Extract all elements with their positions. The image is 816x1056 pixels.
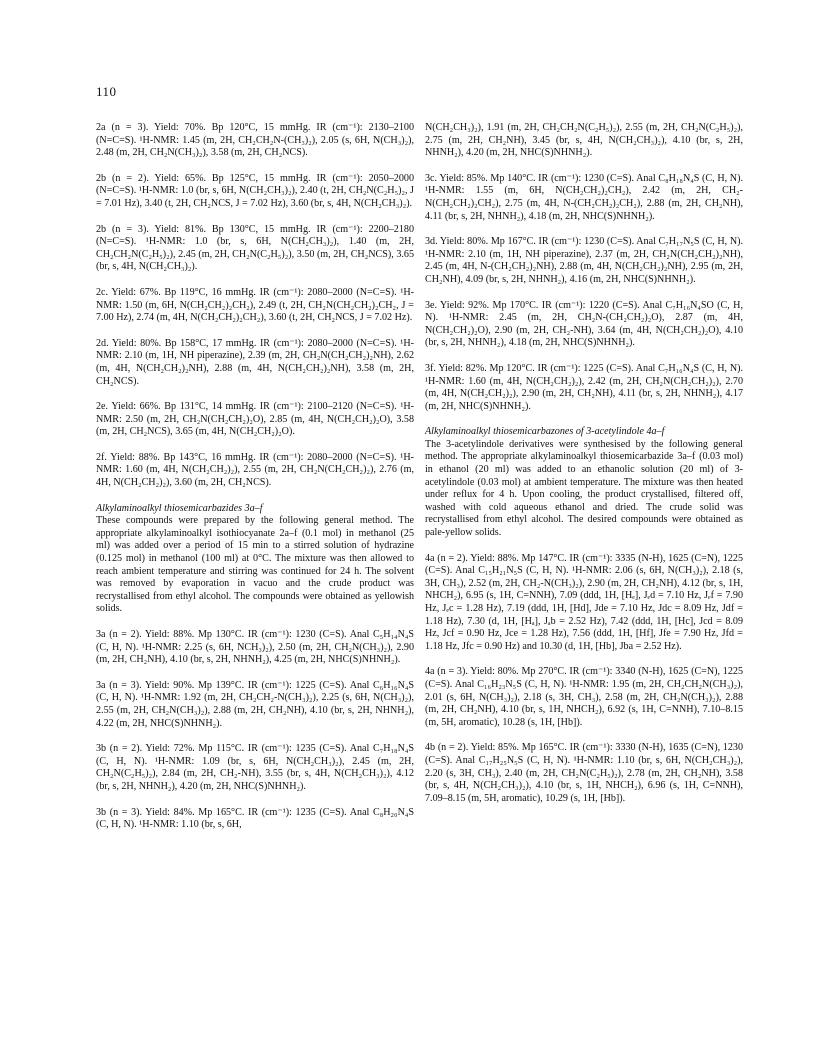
compound-entry: 3e. Yield: 92%. Mp 170°C. IR (cm⁻¹): 1220 (C=S). Anal C₇H₁₆N₄SO (C, H, N). ¹H-NMR: 2.45 (m, 2H, CH₂N-(CH₂CH₂)₂O), 2.87 (m, 4H, N(CH₂CH₂)₂O), 2.90 (m, 2H, CH₂-NH), 3.64 (m, 4H, N(CH₂CH₂)₂O), 4.10 (br, s, 2H, NHNH₂), 4.18 (m, 2H, NHC(S)NHNH₂). bbox=[425, 299, 743, 349]
page-number: 110 bbox=[96, 84, 117, 99]
compound-entry: 3f. Yield: 82%. Mp 120°C. IR (cm⁻¹): 1225 (C=S). Anal C₇H₁₆N₄S (C, H, N). ¹H-NMR: 1.60 (m, 4H, N(CH₂CH₂)₂), 2.42 (m, 2H, CH₂N(CH₂CH₂)₂), 2.70 (m, 4H, N(CH₂CH₂)₂), 2.90 (m, 2H, CH₂NH), 4.11 (br, s, 2H, NHNH₂), 4.17 (m, 2H, NHC(S)NHNH₂). bbox=[425, 362, 743, 412]
compound-entry: 3a (n = 2). Yield: 88%. Mp 130°C. IR (cm⁻¹): 1230 (C=S). Anal C₅H₁₄N₄S (C, H, N). ¹H-NMR: 2.25 (s, 6H, NCH₃)₂), 2.50 (m, 2H, CH₂N(CH₃)₂), 2.90 (m, 2H, CH₂NH), 4.10 (br, s, 2H, NHNH₂), 4.25 (m, 2H, NHC(S)NHNH₂). bbox=[96, 629, 414, 666]
body-paragraph: These compounds were prepared by the following general method. The appropriate alkylaminoalkyl isothiocyanate 2a–f (0.1 mol) in methanol (25 ml) was added over a period of 15 min to a stirred solution of hydrazine (0.125 mol) in methanol (100 ml) at 0°C. The mixture was then allowed to reach ambient temperature and stirring was continued for 24 h. The solvent was removed by evaporation in vacuo and the crude product was recrystallised from ethyl alcohol. The compounds were obtained as yellowish solids. bbox=[96, 515, 414, 615]
body-paragraph: The 3-acetylindole derivatives were synthesised by the following general method. The appropriate alkylaminoalkyl thiosemicarbazide 3a–f (0.03 mol) in ethanol (20 ml) was added to an ethanolic solution (20 ml) of 3-acetylindole (0.03 mol) at ambient temperature. The mixture was then heated under reflux for 4 h. Upon cooling, the product crystallised, filtered off, washed with cold aqueous ethanol and dried. The crude solid was recrystallised from ethyl alcohol. The desired compounds were obtained as pale-yellow solids. bbox=[425, 438, 743, 539]
section-heading: Alkylaminoalkyl thiosemicarbazides 3a–f bbox=[96, 502, 263, 514]
compound-entry: 3b (n = 3). Yield: 84%. Mp 165°C. IR (cm⁻¹): 1235 (C=S). Anal C₈H₂₀N₄S (C, H, N). ¹H-NMR: 1.10 (br, s, 6H, bbox=[96, 806, 414, 831]
compound-entry: 3b (n = 2). Yield: 72%. Mp 115°C. IR (cm⁻¹): 1235 (C=S). Anal C₇H₁₈N₄S (C, H, N). ¹H-NMR: 1.09 (br, s, 6H, N(CH₂CH₃)₂), 2.45 (m, 2H, CH₂N(C₂H₅)₂), 2.84 (m, 2H, CH₂-NH), 3.55 (br, s, 4H, N(CH₂CH₃)₂), 4.12 (br, s, 2H, NHNH₂), 4.20 (m, 2H, NHC(S)NHNH₂). bbox=[96, 743, 414, 792]
compound-entry: 3c. Yield: 85%. Mp 140°C. IR (cm⁻¹): 1230 (C=S). Anal C₈H₁₈N₄S (C, H, N). ¹H-NMR: 1.55 (m, 6H, N(CH₂CH₂)₂CH₂), 2.42 (m, 2H, CH₂-N(CH₂CH₂)₂CH₂), 2.75 (m, 4H, N-(CH₂CH₂)₂CH₂), 2.88 (m, 2H, CH₂NH), 4.11 (br, s, 2H, NHNH₂), 4.18 (m, 2H, NHC(S)NHNH₂). bbox=[425, 172, 743, 222]
compound-entry: 4a (n = 2). Yield: 88%. Mp 147°C. IR (cm⁻¹): 3335 (N-H), 1625 (C=N), 1225 (C=S). Anal C₁₅H₂₁N₅S (C, H, N). ¹H-NMR: 2.06 (s, 6H, N(CH₃)₂), 2.18 (s, 3H, CH₃), 2.52 (m, 2H, CH₂-N(CH₃)₂), 2.90 (m, 2H, CH₂NH), 4.12 (br, s, 1H, NHCH₂), 6.95 (s, 1H, C=NNH), 7.09 (ddd, 1H, [Hₑ], Jₑd = 7.10 Hz, Jₑf = 7.90 Hz, Jₑc = 1.28 Hz), 7.19 (ddd, 1H, [Hd], Jde = 7.10 Hz, Jdc = 8.09 Hz, Jdf = 1.18 Hz), 7.30 (d, 1H, [Hₐ], Jₐb = 2.52 Hz), 7.42 (ddd, 1H, [Hc], Jcd = 8.09 Hz, Jcf = 0.90 Hz, Jce = 1.28 Hz), 7.56 (ddd, 1H, [Hf], Jfe = 7.90 Hz, Jfd = 1.18 Hz, Jfc = 0.90 Hz) and 10.30 (d, 1H, [Hb], Jba = 2.52 Hz). bbox=[425, 552, 743, 652]
compound-entry: 3a (n = 3). Yield: 90%. Mp 139°C. IR (cm⁻¹): 1225 (C=S). Anal C₆H₁₆N₄S (C, H, N). ¹H-NMR: 1.92 (m, 2H, CH₂CH₂-N(CH₃)₂), 2.25 (s, 6H, N(CH₃)₂), 2.55 (m, 2H, CH₂N(CH₃)₂), 2.88 (m, 2H, CH₂NH), 4.10 (br, s, 2H, NHNH₂), 4.22 (m, 2H, NHC(S)NHNH₂). bbox=[96, 679, 414, 729]
compound-entry: 2b (n = 3). Yield: 81%. Bp 130°C, 15 mmHg. IR (cm⁻¹): 2200–2180 (N=C=S). ¹H-NMR: 1.0 (br, s, 6H, N(CH₂CH₃)₂), 1.40 (m, 2H, CH₂CH₂N(C₂H₅)₂), 2.45 (m, 2H, CH₂N(C₂H₅)₂), 3.50 (m, 2H, CH₂NCS), 3.65 (br, s, 4H, N(CH₂CH₃)₂). bbox=[96, 223, 414, 273]
compound-entry: 2e. Yield: 66%. Bp 131°C, 14 mmHg. IR (cm⁻¹): 2100–2120 (N=C=S). ¹H-NMR: 2.50 (m, 2H, CH₂N(CH₂CH₂)₂O), 2.85 (m, 4H, N(CH₂CH₂)₂O), 3.58 (m, 2H, CH₂NCS), 3.65 (m, 4H, N(CH₂CH₂)₂O). bbox=[96, 401, 414, 438]
compound-entry: 4a (n = 3). Yield: 80%. Mp 270°C. IR (cm⁻¹): 3340 (N-H), 1625 (C=N), 1225 (C=S). Anal C₁₆H₂₃N₅S (C, H, N). ¹H-NMR: 1.95 (m, 2H, CH₂CH₂N(CH₃)₂), 2.01 (s, 6H, N(CH₃)₂), 2.18 (s, 3H, CH₃), 2.58 (m, 2H, CH₂N(CH₃)₂), 2.88 (m, 2H, CH₂NH), 4.10 (br, s, 1H, NHCH₂), 6.92 (s, 1H, C=NNH), 7.10–8.15 (m, 5H, aromatic), 10.28 (s, 1H, [Hb]). bbox=[425, 666, 743, 728]
left-column bbox=[96, 122, 414, 845]
right-column bbox=[425, 122, 743, 818]
compound-entry: 2d. Yield: 80%. Bp 158°C, 17 mmHg. IR (cm⁻¹): 2080–2000 (N=C=S). ¹H-NMR: 2.10 (m, 1H, NH piperazine), 2.39 (m, 2H, CH₂N(CH₂CH₂)₂NH), 2.62 (m, 4H, N(CH₂CH₂)₂NH), 2.88 (m, 4H, N(CH₂CH₂)₂NH), 3.58 (m, 2H, CH₂NCS). bbox=[96, 337, 414, 387]
compound-entry: 2a (n = 3). Yield: 70%. Bp 120°C, 15 mmHg. IR (cm⁻¹): 2130–2100 (N=C=S). ¹H-NMR: 1.45 (m, 2H, CH₂CH₂N-(CH₃)₂), 2.05 (s, 6H, N(CH₃)₂), 2.48 (m, 2H, CH₂N(CH₃)₂), 3.58 (m, 2H, CH₂NCS). bbox=[96, 122, 414, 159]
compound-entry: 4b (n = 2). Yield: 85%. Mp 165°C. IR (cm⁻¹): 3330 (N-H), 1635 (C=N), 1230 (C=S). Anal C₁₇H₂₅N₅S (C, H, N). ¹H-NMR: 1.10 (br, s, 6H, N(CH₂CH₃)₂), 2.20 (s, 3H, CH₃), 2.40 (m, 2H, CH₂N(C₂H₅)₂), 2.78 (m, 2H, CH₂NH), 3.58 (br, s, 4H, N(CH₂CH₃)₂), 4.10 (br, s, 1H, NHCH₂), 6.96 (s, 1H, C=NNH), 7.09–8.15 (m, 5H, aromatic), 10.29 (s, 1H, [Hb]). bbox=[425, 742, 743, 804]
compound-entry: 2c. Yield: 67%. Bp 119°C, 16 mmHg. IR (cm⁻¹): 2080–2000 (N=C=S). ¹H-NMR: 1.50 (m, 6H, N(CH₂CH₂)₂CH₂), 2.49 (t, 2H, CH₂N(CH₂CH₂)₂CH₂, J = 7.00 Hz), 2.74 (m, 4H, N(CH₂CH₂)₂CH₂), 3.60 (t, 2H, CH₂NCS, J = 7.02 Hz). bbox=[96, 286, 414, 324]
compound-entry: 3d. Yield: 80%. Mp 167°C. IR (cm⁻¹): 1230 (C=S). Anal C₇H₁₇N₅S (C, H, N). ¹H-NMR: 2.10 (m, 1H, NH piperazine), 2.37 (m, 2H, CH₂N(CH₂CH₂)₂NH), 2.45 (m, 4H, N-(CH₂CH₂)₂NH), 2.88 (m, 4H, N(CH₂CH₂)₂NH), 2.95 (m, 2H, CH₂NH), 4.09 (br, s, 2H, NHNH₂), 4.16 (m, 2H, NHC(S)NHNH₂). bbox=[425, 236, 743, 285]
compound-entry: N(CH₂CH₃)₂), 1.91 (m, 2H, CH₂CH₂N(C₂H₅)₂), 2.55 (m, 2H, CH₂N(C₂H₅)₂), 2.75 (m, 2H, CH₂NH), 3.45 (br, s, 4H, N(CH₂CH₃)₂), 4.10 (br, s, 2H, NHNH₂), 4.20 (m, 2H, NHC(S)NHNH₂). bbox=[425, 122, 743, 159]
compound-entry: 2b (n = 2). Yield: 65%. Bp 125°C, 15 mmHg. IR (cm⁻¹): 2050–2000 (N=C=S). ¹H-NMR: 1.0 (br, s, 6H, N(CH₂CH₃)₂), 2.40 (t, 2H, CH₂N(C₂H₅)₂, J = 7.01 Hz), 3.40 (t, 2H, CH₂NCS, J = 7.02 Hz), 3.60 (br, s, 4H, N(CH₂CH₃)₂). bbox=[96, 172, 414, 209]
compound-entry: 2f. Yield: 88%. Bp 143°C, 16 mmHg. IR (cm⁻¹): 2080–2000 (N=C=S). ¹H-NMR: 1.60 (m, 4H, N(CH₂CH₂)₂), 2.55 (m, 2H, CH₂N(CH₂CH₂)₂), 2.76 (m, 4H, N(CH₂CH₂)₂), 3.60 (m, 2H, CH₂NCS). bbox=[96, 451, 414, 489]
section-heading: Alkylaminoalkyl thiosemicarbazones of 3-acetylindole 4a–f bbox=[425, 426, 665, 438]
